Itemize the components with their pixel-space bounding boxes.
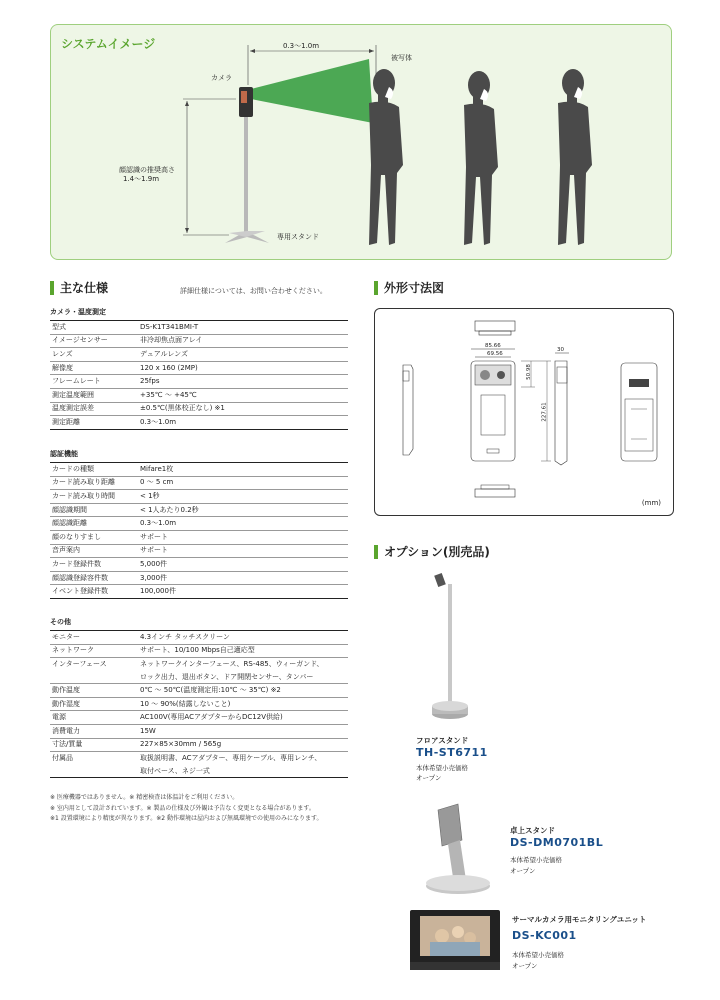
option-model: DS-DM0701BL — [510, 836, 604, 849]
stand-label: 専用スタンド — [277, 233, 319, 241]
option-price: オープン — [416, 774, 442, 782]
desk-stand-image — [418, 800, 498, 900]
spec-value: サポート — [138, 544, 348, 558]
dimensions-header — [374, 279, 444, 296]
specs-header — [50, 279, 108, 296]
table-row — [50, 738, 348, 752]
spec-value: 100,000件 — [138, 585, 348, 599]
spec-value: +35℃ ～ +45℃ — [138, 388, 348, 402]
spec-key: 消費電力 — [50, 724, 138, 738]
footnotes — [50, 793, 370, 825]
table-row — [50, 416, 348, 430]
section-bar — [374, 281, 378, 295]
table-row — [50, 558, 348, 572]
table-row — [50, 402, 348, 416]
section-bar — [374, 545, 378, 559]
spec-value: 25fps — [138, 375, 348, 389]
table-row — [50, 644, 348, 658]
spec-key: 寸法/質量 — [50, 738, 138, 752]
table-row — [50, 334, 348, 348]
spec-value: サポート — [138, 530, 348, 544]
spec-key: カードの種類 — [50, 463, 138, 477]
option-price-label: 本体希望小売価格 — [510, 856, 562, 864]
table-row — [50, 388, 348, 402]
spec-value: 15W — [138, 724, 348, 738]
spec-value: 0 ～ 5 cm — [138, 476, 348, 490]
dimension-unit: (mm) — [641, 499, 661, 507]
specs-note: 詳細仕様については、お問い合わせください。 — [180, 287, 327, 295]
spec-key: 解像度 — [50, 361, 138, 375]
spec-value-line: ロック出力、退出ボタン、ドア開閉センサー、タンパー — [140, 673, 314, 682]
spec-key: 音声案内 — [50, 544, 138, 558]
option-model: TH-ST6711 — [416, 746, 488, 759]
spec-key: ネットワーク — [50, 644, 138, 658]
spec-table-camera — [50, 320, 348, 430]
spec-key: 付属品 — [50, 752, 138, 778]
spec-key: イベント登録件数 — [50, 585, 138, 599]
spec-key: カード読み取り距離 — [50, 476, 138, 490]
spec-key: 型式 — [50, 321, 138, 335]
table-row — [50, 752, 348, 778]
spec-key: モニター — [50, 631, 138, 645]
section-bar — [50, 281, 54, 295]
spec-value: Mifare1枚 — [138, 463, 348, 477]
spec-key: 温度測定誤差 — [50, 402, 138, 416]
height-label: 顔認識の推奨高さ — [119, 166, 175, 174]
table-row — [50, 631, 348, 645]
spec-value: AC100V(専用ACアダプターからDC12V供給) — [138, 711, 348, 725]
table-row — [50, 348, 348, 362]
table-row — [50, 476, 348, 490]
options-header — [374, 543, 490, 560]
spec-key: レンズ — [50, 348, 138, 362]
spec-group-title: その他 — [50, 618, 71, 626]
option-price: オープン — [512, 962, 538, 970]
spec-key: 顔認識登録容件数 — [50, 571, 138, 585]
spec-key: 動作湿度 — [50, 697, 138, 711]
options-title: オプション(別売品) — [384, 545, 490, 559]
table-row — [50, 724, 348, 738]
option-name: 卓上スタンド — [510, 826, 555, 835]
option-price: オープン — [510, 867, 536, 875]
spec-value: 120 x 160 (2MP) — [138, 361, 348, 375]
spec-value: < 1秒 — [138, 490, 348, 504]
table-row — [50, 697, 348, 711]
table-row — [50, 375, 348, 389]
dim-width: 85.66 — [485, 343, 501, 349]
table-row — [50, 463, 348, 477]
table-row — [50, 658, 348, 684]
footnote: ※1 設置環境により精度が異なります。※2 動作環境は屋内および無風環境での使用のみになります。 — [50, 815, 323, 822]
spec-value: サポート、10/100 Mbps自己適応型 — [138, 644, 348, 658]
dim-top-height: 50.98 — [525, 364, 532, 380]
specs-title: 主な仕様 — [60, 281, 109, 295]
dim-depth: 30 — [557, 347, 564, 353]
spec-value — [138, 752, 348, 778]
table-row — [50, 530, 348, 544]
spec-value: 10 ～ 90%(結露しないこと) — [138, 697, 348, 711]
spec-key: イメージセンサー — [50, 334, 138, 348]
spec-value-line: ネットワークインターフェース、RS-485、ウィーガンド、 — [140, 660, 324, 669]
spec-value: 5,000件 — [138, 558, 348, 572]
spec-key: 顔認識距離 — [50, 517, 138, 531]
option-price-label: 本体希望小売価格 — [512, 951, 564, 959]
spec-key: 電源 — [50, 711, 138, 725]
dimension-drawing — [374, 308, 674, 516]
spec-value: 3,000件 — [138, 571, 348, 585]
spec-value: デュアルレンズ — [138, 348, 348, 362]
spec-value: 非冷却焦点面アレイ — [138, 334, 348, 348]
spec-value: ±0.5℃(黒体校正なし) ※1 — [138, 402, 348, 416]
option-model: DS-KC001 — [512, 929, 577, 942]
table-row — [50, 684, 348, 698]
dim-inner-width: 69.56 — [487, 351, 503, 357]
table-row — [50, 361, 348, 375]
spec-key: 顔のなりすまし — [50, 530, 138, 544]
dimensions-title: 外形寸法図 — [384, 281, 445, 295]
spec-key: フレームレート — [50, 375, 138, 389]
option-price-label: 本体希望小売価格 — [416, 764, 468, 772]
system-image-panel — [50, 24, 672, 260]
dim-height: 227.61 — [541, 402, 548, 422]
spec-value: 0℃ ～ 50℃(温度測定用:10℃ ～ 35℃) ※2 — [138, 684, 348, 698]
monitor-unit-image — [410, 910, 500, 974]
spec-value: 0.3～1.0m — [138, 416, 348, 430]
spec-value-line: 取扱説明書、ACアダプター、専用ケーブル、専用レンチ、 — [140, 754, 322, 763]
spec-group-title: 認証機能 — [50, 450, 78, 458]
table-row — [50, 321, 348, 335]
spec-value-line: 取付ベース、ネジ一式 — [140, 767, 210, 776]
spec-key: カード読み取り時間 — [50, 490, 138, 504]
spec-key: インターフェース — [50, 658, 138, 684]
spec-key: カード登録件数 — [50, 558, 138, 572]
table-row — [50, 711, 348, 725]
table-row — [50, 544, 348, 558]
spec-value: 4.3インチ タッチスクリーン — [138, 631, 348, 645]
table-row — [50, 490, 348, 504]
spec-table-auth — [50, 462, 348, 599]
height-value: 1.4～1.9m — [123, 175, 160, 183]
table-row — [50, 503, 348, 517]
spec-group-title: カメラ・温度測定 — [50, 308, 106, 316]
spec-key: 顔認識期間 — [50, 503, 138, 517]
floor-stand-image — [420, 570, 480, 730]
option-name: フロアスタンド — [416, 736, 469, 745]
spec-key: 動作温度 — [50, 684, 138, 698]
distance-label: 0.3～1.0m — [283, 42, 320, 50]
option-name: サーマルカメラ用モニタリングユニット — [512, 915, 647, 924]
spec-key: 測定温度範囲 — [50, 388, 138, 402]
spec-value: DS-K1T341BMI-T — [138, 321, 348, 335]
camera-label: カメラ — [211, 74, 232, 82]
spec-value — [138, 658, 348, 684]
subject-label: 被写体 — [391, 54, 412, 62]
spec-value: 227×85×30mm / 565g — [138, 738, 348, 752]
dimension-diagram — [375, 309, 675, 517]
spec-value: 0.3～1.0m — [138, 517, 348, 531]
system-illustration — [51, 25, 672, 260]
table-row — [50, 517, 348, 531]
spec-table-other — [50, 630, 348, 778]
spec-key: 測定距離 — [50, 416, 138, 430]
table-row — [50, 571, 348, 585]
spec-value: < 1人あたり0.2秒 — [138, 503, 348, 517]
system-image-title: システムイメージ — [61, 37, 156, 51]
footnote: ※ 医療機器ではありません。※ 精密検査は体温計をご利用ください。 — [50, 794, 239, 801]
table-row — [50, 585, 348, 599]
footnote: ※ 室内用として設計されています。※ 製品の仕様及び外観は予告なく変更となる場合があります。 — [50, 804, 315, 812]
